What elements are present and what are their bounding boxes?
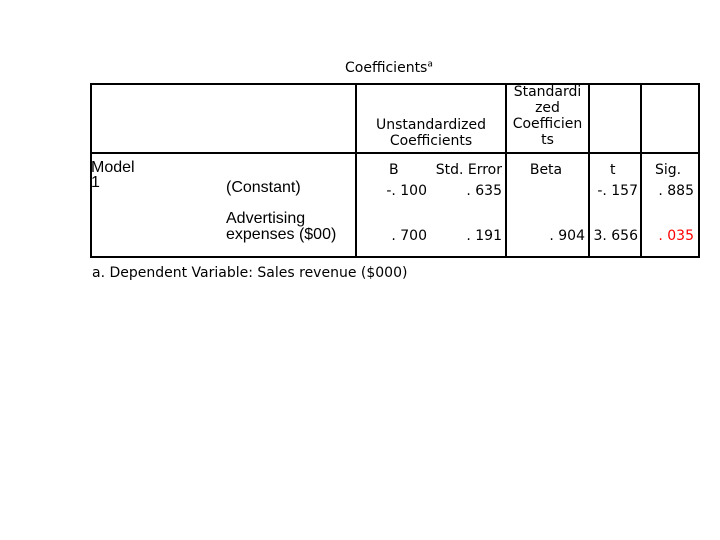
t-header: t [610,162,616,178]
sig-header: Sig. [655,162,682,178]
b-header: B [389,162,399,178]
table-title [345,60,433,76]
table-bottom-border [90,256,700,258]
table-header-divider [90,152,700,154]
model-header: Model [91,159,135,176]
beta-value: . 904 [549,228,585,244]
b-value: -. 100 [386,183,427,199]
table-right-border [698,83,700,258]
sig-value: . 035 [658,228,694,244]
model-number: 1 [91,174,100,191]
standardized-line3: Coefficien [512,116,583,132]
standardized-line4: ts [541,132,554,148]
title-text: Coefficients [345,60,428,76]
standardized-line2: zed [535,100,560,116]
table-footnote: a. Dependent Variable: Sales revenue ($000) [92,265,408,281]
std-error-value: . 635 [466,183,502,199]
row-label [226,211,336,243]
unstandardized-line1: Unstandardized [376,117,486,133]
row-label-line2: expenses ($00) [226,226,337,243]
title-superscript: a [427,59,433,70]
sig-value: . 885 [658,183,694,199]
b-value: . 700 [391,228,427,244]
standardized-line1: Standardi [513,84,582,100]
standardized-header [507,84,588,148]
std-error-value: . 191 [466,228,502,244]
row-label: (Constant) [226,179,301,196]
unstandardized-line2: Coefficients [389,133,473,149]
t-value: -. 157 [597,183,638,199]
t-value: 3. 656 [593,228,638,244]
table-top-border [90,83,700,85]
unstandardized-header [357,117,505,149]
std-error-header: Std. Error [435,162,502,178]
row-label-line1: Advertising [226,210,306,227]
beta-header: Beta [529,162,563,178]
